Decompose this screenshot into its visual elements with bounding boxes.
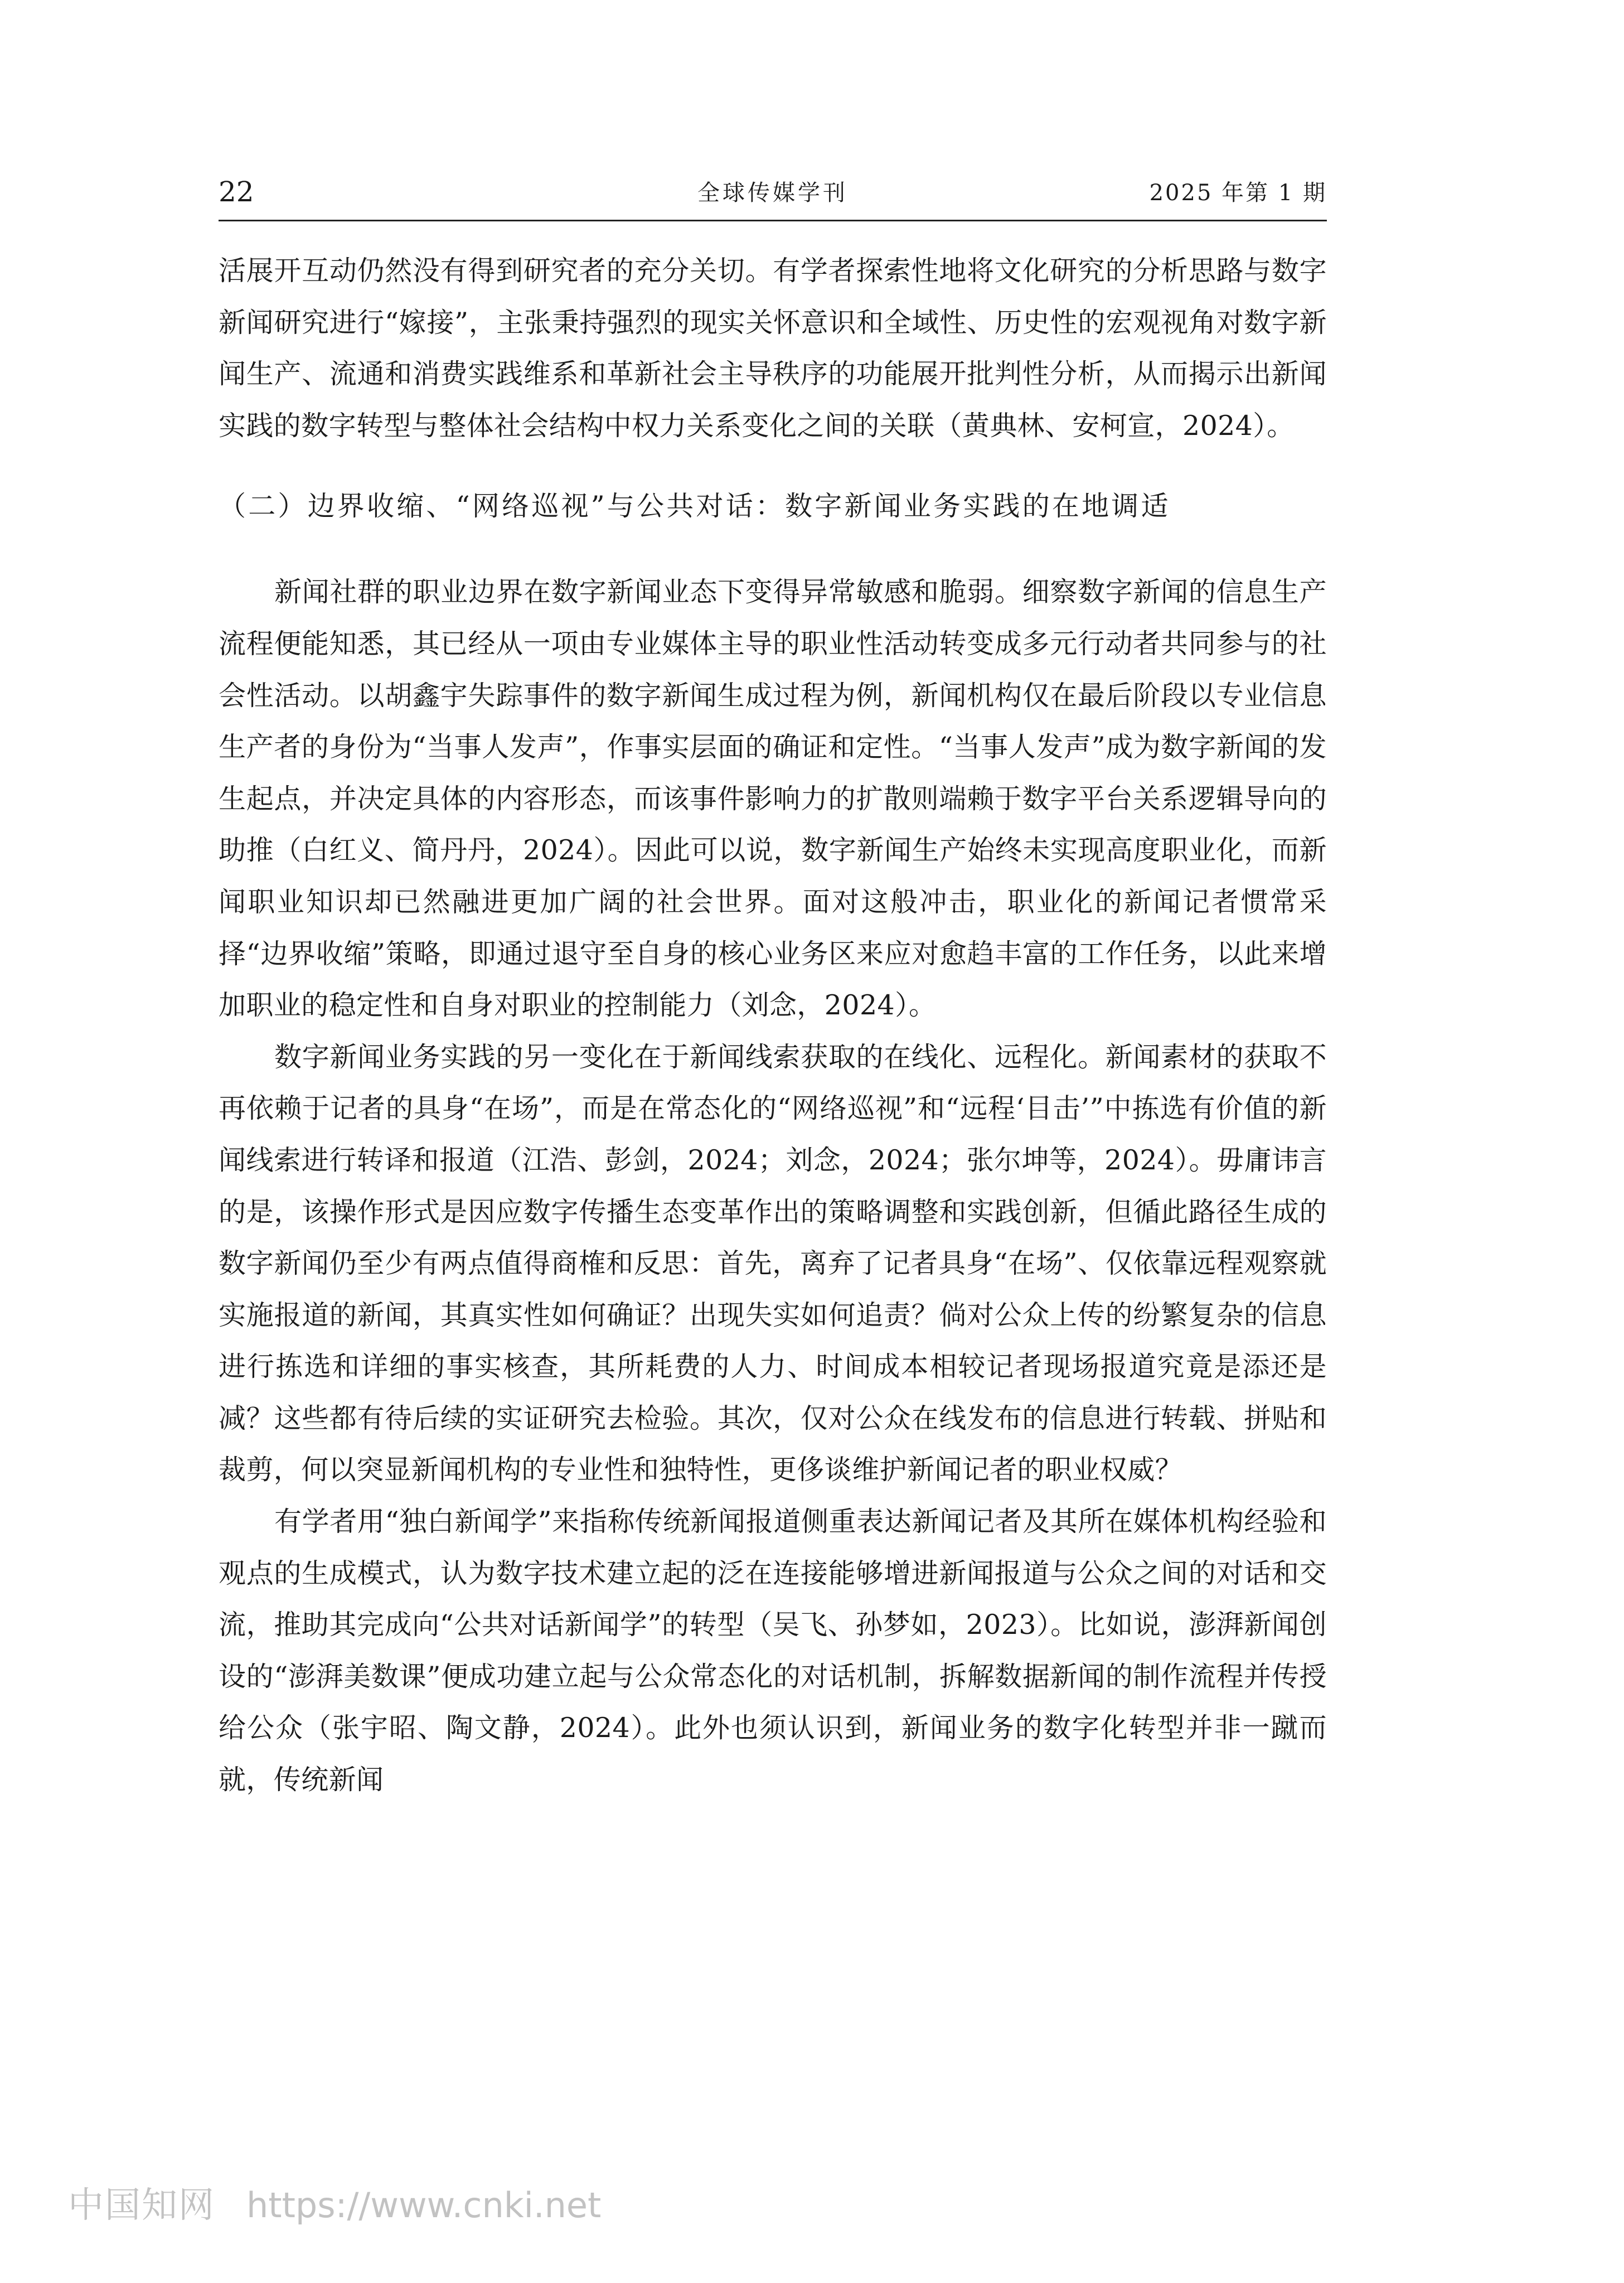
paragraph-boundary-contraction: 新闻社群的职业边界在数字新闻业态下变得异常敏感和脆弱。细察数字新闻的信息生产流程便能知悉，其已经从一项由专业媒体主导的职业性活动转变成多元行动者共同参与的社会性活动。以胡鑫宇失踪事件的数字新闻生成过程为例，新闻机构仅在最后阶段以专业信息生产者的身份为“当事人发声”，作事实层面的确证和定性。“当事人发声”成为数字新闻的发生起点，并决定具体的内容形态，而该事件影响力的扩散则端赖于数字平台关系逻辑导向的助推（白红义、简丹丹，2024）。因此可以说，数字新闻生产始终未实现高度职业化，而新闻职业知识却已然融进更加广阔的社会世界。面对这般冲击，职业化的新闻记者惯常采择“边界收缩”策略，即通过退守至自身的核心业务区来应对愈趋丰富的工作任务，以此来增加职业的稳定性和自身对职业的控制能力（刘念，2024）。 [219,576,1327,1022]
cnki-watermark [68,2175,601,2236]
paragraph-public-dialogue: 有学者用“独白新闻学”来指称传统新闻报道侧重表达新闻记者及其所在媒体机构经验和观点的生成模式，认为数字技术建立起的泛在连接能够增进新闻报道与公众之间的对话和交流，推助其完成向“公共对话新闻学”的转型（吴飞、孙梦如，2023）。比如说，澎湃新闻创设的“澎湃美数课”便成功建立起与公众常态化的对话机制，拆解数据新闻的制作流程并传授给公众（张宇昭、陶文静，2024）。此外也须认识到，新闻业务的数字化转型并非一蹴而就，传统新闻 [219,1506,1327,1796]
paragraph-online-patrol: 数字新闻业务实践的另一变化在于新闻线索获取的在线化、远程化。新闻素材的获取不再依赖于记者的具身“在场”，而是在常态化的“网络巡视”和“远程‘目击’”中拣选有价值的新闻线索进行转译和报道（江浩、彭剑，2024；刘念，2024；张尔坤等，2024）。毋庸讳言的是，该操作形式是因应数字传播生态变革作出的策略调整和实践创新，但循此路径生成的数字新闻仍至少有两点值得商榷和反思：首先，离弃了记者具身“在场”、仅依靠远程观察就实施报道的新闻，其真实性如何确证？出现失实如何追责？倘对公众上传的纷繁复杂的信息进行拣选和详细的事实核查，其所耗费的人力、时间成本相较记者现场报道究竟是添还是减？这些都有待后续的实证研究去检验。其次，仅对公众在线发布的信息进行转载、拼贴和裁剪，何以突显新闻机构的专业性和独特性，更侈谈维护新闻记者的职业权威？ [219,1041,1327,1486]
page-number: 22 [219,176,254,208]
running-header [219,172,1327,216]
section-heading: （二）边界收缩、“网络巡视”与公共对话：数字新闻业务实践的在地调适 [219,490,1171,523]
journal-title: 全球传媒学刊 [697,180,848,206]
paragraph-continued: 活展开互动仍然没有得到研究者的充分关切。有学者探索性地将文化研究的分析思路与数字新闻研究进行“嫁接”，主张秉持强烈的现实关怀意识和全域性、历史性的宏观视角对数字新闻生产、流通和消费实践维系和革新社会主导秩序的功能展开批判性分析，从而揭示出新闻实践的数字转型与整体社会结构中权力关系变化之间的关联（黄典林、安柯宣，2024）。 [219,255,1327,442]
article-body [219,245,1327,1806]
watermark-name: 中国知网 [68,2185,215,2226]
header-rule [219,220,1327,221]
watermark-url: https://www.cnki.net [246,2185,602,2226]
issue-label: 2025 年第 1 期 [1149,180,1327,206]
